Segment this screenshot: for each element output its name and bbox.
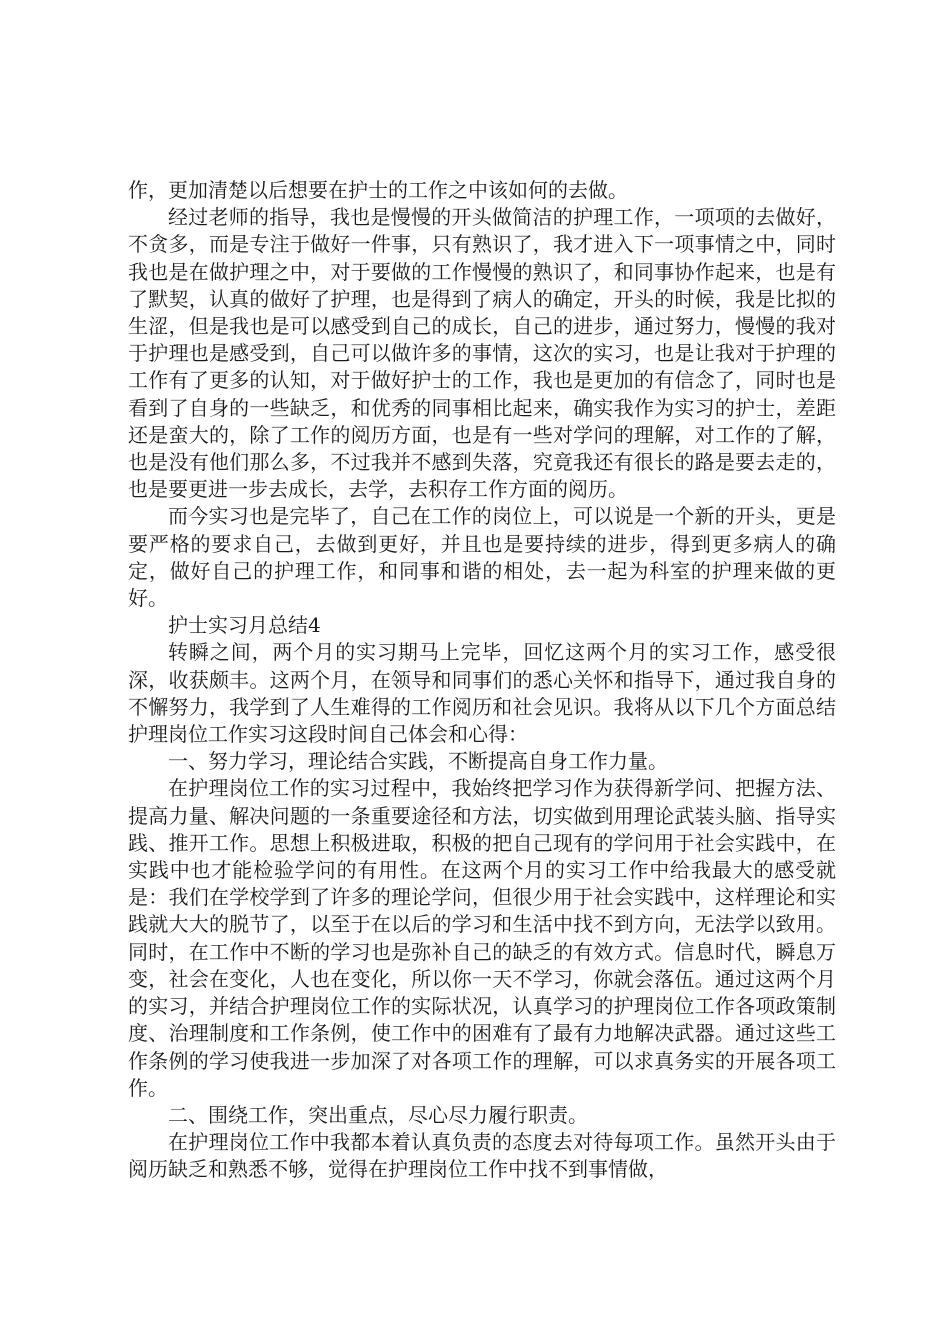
paragraph-practice-experience: 经过老师的指导，我也是慢慢的开头做简洁的护理工作，一项项的去做好，不贪多，而是专注于做好一件事，只有熟识了，我才进入下一项事情之中，同时我也是在做护理之中，对于要做的工作慢慢的熟识了，和同事协作起来，也是有了默契，认真的做好了护理，也是得到了病人的确定，开头的时候，我是比拟的生涩，但是我也是可以感受到自己的成长，自己的进步，通过努力，慢慢的我对于护理也是感受到，自己可以做许多的事情，这次的实习，也是让我对于护理的工作有了更多的认知，对于做好护士的工作，我也是更加的有信念了，同时也是看到了自身的一些缺乏，和优秀的同事相比起来，确实我作为实习的护士，差距还是蛮大的，除了工作的阅历方面，也是有一些对学问的理解，对工作的了解，也是没有他们那么多，不过我并不感到失落，究竟我还有很长的路是要去走的，也是要更进一步去成长，去学，去积存工作方面的阅历。: [128, 205, 836, 502]
section-heading-summary-4: 护士实习月总结4: [168, 613, 321, 638]
paragraph-continuation: 作，更加清楚以后想要在护士的工作之中该如何的去做。: [128, 178, 628, 202]
subheading-study-hard: 一、努力学习，理论结合实践，不断提高自身工作力量。: [168, 749, 668, 774]
paragraph-internship-finished: 而今实习也是完毕了，自己在工作的岗位上，可以说是一个新的开头，更是要严格的要求自己，去做到更好，并且也是要持续的进步，得到更多病人的确定，做好自己的护理工作，和同事和谐的相处，去一起为科室的护理来做的更好。: [128, 504, 836, 611]
paragraph-responsible-attitude: 在护理岗位工作中我都本着认真负责的态度去对待每项工作。虽然开头由于阅历缺乏和熟悉不够，觉得在护理岗位工作中找不到事情做，: [128, 1130, 836, 1182]
subheading-focus-on-work: 二、围绕工作，突出重点，尽心尽力履行职责。: [168, 1102, 588, 1127]
document-body: [128, 177, 836, 1184]
paragraph-learning-process: 在护理岗位工作的实习过程中，我始终把学习作为获得新学问、把握方法、提高力量、解决问题的一条重要途径和方法，切实做到用理论武装头脑、指导实践、推开工作。思想上积极进取，积极的把自己现有的学问用于社会实践中，在实践中也才能检验学问的有用性。在这两个月的实习工作中给我最大的感受就是：我们在学校学到了许多的理论学问，但很少用于社会实践中，这样理论和实践就大大的脱节了，以至于在以后的学习和生活中找不到方向，无法学以致用。同时，在工作中不断的学习也是弥补自己的缺乏的有效方式。信息时代，瞬息万变，社会在变化，人也在变化，所以你一天不学习，你就会落伍。通过这两个月的实习，并结合护理岗位工作的实际状况，认真学习的护理岗位工作各项政策制度、治理制度和工作条例，使工作中的困难有了最有力地解决武器。通过这些工作条例的学习使我进一步加深了对各项工作的理解，可以求真务实的开展各项工作。: [128, 776, 836, 1100]
paragraph-intro-two-months: 转瞬之间，两个月的实习期马上完毕，回忆这两个月的实习工作，感受很深，收获颇丰。这两个月，在领导和同事们的悉心关怀和指导下，通过我自身的不懈努力，我学到了人生难得的工作阅历和社会见识。我将从以下几个方面总结护理岗位工作实习这段时间自己体会和心得：: [128, 640, 836, 747]
